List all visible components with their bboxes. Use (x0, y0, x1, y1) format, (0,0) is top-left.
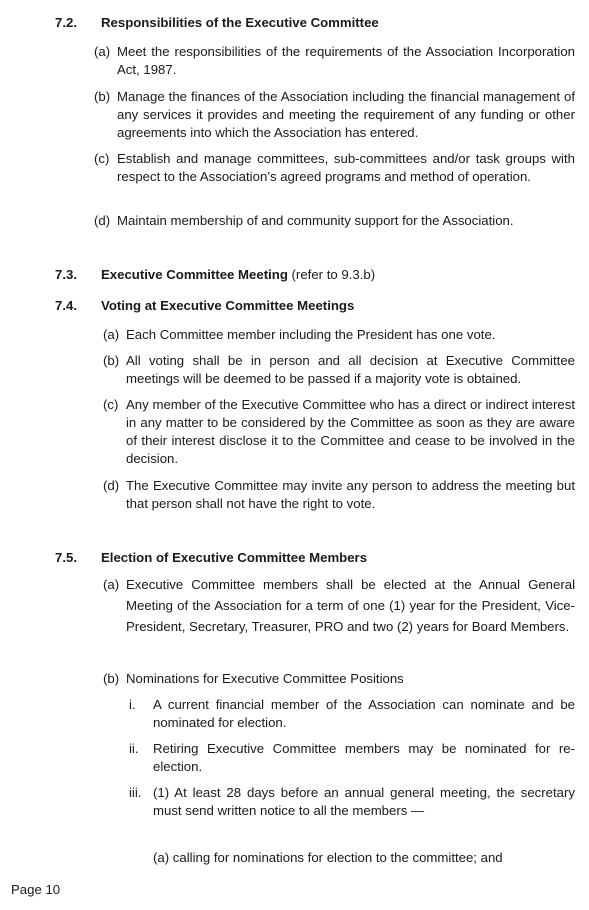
sub-item-text: Retiring Executive Committee members may be nominated for re-election. (153, 741, 575, 774)
section-number: 7.5. (55, 550, 77, 565)
section-number: 7.2. (55, 15, 77, 30)
item-text: Nominations for Executive Committee Positions (126, 671, 404, 686)
list-item (103, 574, 575, 637)
item-text: Maintain membership of and community support for the Association. (117, 213, 514, 228)
item-label: (c) (103, 397, 119, 412)
item-text: Meet the responsibilities of the requirements of the Association Incorporation Act, 1987. (117, 44, 575, 77)
section-7-5-heading (55, 549, 367, 567)
item-label: (b) (103, 671, 120, 686)
item-text: The Executive Committee may invite any person to address the meeting but that person shall not have the right to vote. (126, 478, 575, 511)
section-title: Voting at Executive Committee Meetings (101, 298, 355, 313)
sub-list-item (129, 696, 575, 732)
item-label: (d) (94, 213, 111, 228)
item-label: (d) (103, 478, 120, 493)
clause-line: (a) calling for nominations for election to the committee; and (153, 850, 503, 865)
list-item (94, 88, 575, 142)
list-item (103, 477, 575, 513)
list-item (94, 43, 575, 79)
section-title: Executive Committee Meeting (101, 267, 288, 282)
list-item (103, 396, 575, 468)
sub-list-item (129, 784, 575, 820)
item-text: All voting shall be in person and all decision at Executive Committee meetings will be deemed to be passed if a majority vote is obtained. (126, 353, 575, 386)
list-item (94, 150, 575, 186)
item-label: (a) (103, 327, 120, 342)
list-item (103, 326, 575, 344)
section-title: Election of Executive Committee Members (101, 550, 368, 565)
section-7-2-heading (55, 14, 379, 32)
item-text: Executive Committee members shall be elected at the Annual General Meeting of the Association for a term of one (1) year for the President, Vice-President, Secretary, Treasurer, PRO and two (2) years for Board Members. (126, 577, 575, 634)
section-7-4-heading (55, 297, 354, 315)
section-title: Responsibilities of the Executive Committee (101, 15, 379, 30)
item-text: Any member of the Executive Committee who has a direct or indirect interest in any matter to be considered by the Committee as soon as they are aware of their interest disclose it to the Committee and cease to be involved in the decision. (126, 397, 575, 466)
list-item (103, 670, 575, 688)
item-label: (b) (94, 89, 111, 104)
item-label: (b) (103, 353, 120, 368)
sub-item-label: i. (129, 697, 136, 712)
item-label: (a) (103, 577, 120, 592)
sub-item-label: ii. (129, 741, 139, 756)
sub-item-text: (1) At least 28 days before an annual general meeting, the secretary must send written notice to all the members — (153, 785, 575, 818)
sub-list-item (129, 740, 575, 776)
item-label: (a) (94, 44, 111, 59)
item-label: (c) (94, 151, 110, 166)
section-number: 7.3. (55, 267, 77, 282)
sub-item-text: A current financial member of the Association can nominate and be nominated for election. (153, 697, 575, 730)
page-number: Page 10 (11, 882, 61, 897)
section-7-3-heading (55, 266, 375, 284)
section-reference: (refer to 9.3.b) (287, 267, 376, 282)
item-text: Each Committee member including the President has one vote. (126, 327, 496, 342)
list-item (103, 352, 575, 388)
section-number: 7.4. (55, 298, 77, 313)
item-text: Manage the finances of the Association including the financial management of any services it provides and meeting the requirement of any funding or other agreements into which the Association has entered. (117, 89, 575, 140)
item-text: Establish and manage committees, sub-committees and/or task groups with respect to the Association’s agreed programs and method of operation. (117, 151, 575, 184)
list-item (94, 212, 575, 230)
sub-item-label: iii. (129, 785, 142, 800)
clause-text (153, 849, 575, 867)
